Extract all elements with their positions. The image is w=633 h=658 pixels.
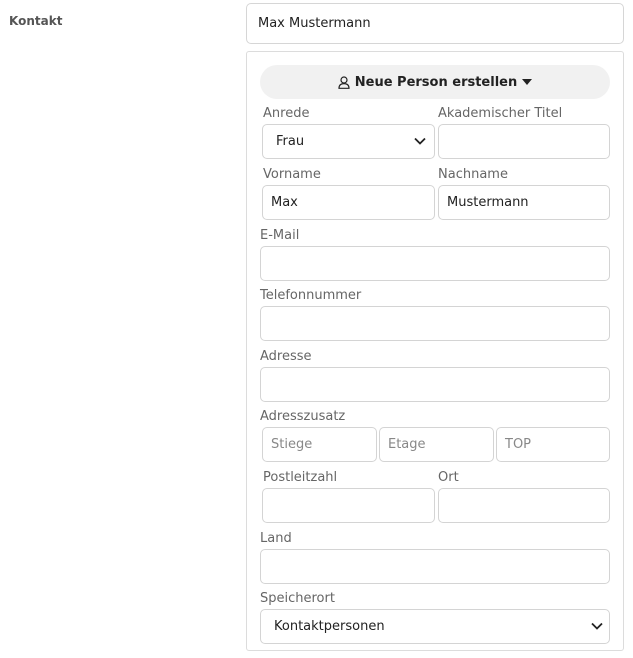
first-name-input[interactable]: Max [262,185,435,220]
academic-title-input[interactable] [438,124,610,159]
country-label: Land [260,531,292,546]
stiege-input[interactable]: Stiege [262,427,377,462]
last-name-label: Nachname [438,167,508,182]
create-person-button[interactable] [260,65,610,99]
top-input[interactable]: TOP [496,427,610,462]
contact-field[interactable]: Max Mustermann [246,3,624,44]
address-label: Adresse [260,349,312,364]
storage-location-value: Kontaktpersonen [274,619,385,634]
contact-label: Kontakt [9,14,63,28]
chevron-down-icon [414,125,426,158]
chevron-down-icon [591,610,603,643]
storage-location-select[interactable] [260,609,610,644]
phone-input[interactable] [260,306,610,341]
salutation-label: Anrede [263,106,310,121]
postal-code-label: Postleitzahl [263,470,338,485]
address-input[interactable] [260,367,610,402]
academic-title-label: Akademischer Titel [438,106,563,121]
storage-location-label: Speicherort [260,591,335,606]
postal-code-input[interactable] [262,488,435,523]
city-input[interactable] [438,488,610,523]
salutation-value: Frau [276,134,305,149]
etage-input[interactable]: Etage [379,427,494,462]
last-name-input[interactable]: Mustermann [438,185,610,220]
email-input[interactable] [260,246,610,281]
salutation-select[interactable] [262,124,435,159]
first-name-label: Vorname [263,167,321,182]
phone-label: Telefonnummer [260,288,362,303]
country-input[interactable] [260,549,610,584]
email-label: E-Mail [260,228,300,243]
city-label: Ort [438,470,459,485]
create-person-label: Neue Person erstellen [354,74,518,90]
person-icon [338,76,350,89]
address-extra-label: Adresszusatz [260,409,346,424]
caret-down-icon [522,79,532,85]
